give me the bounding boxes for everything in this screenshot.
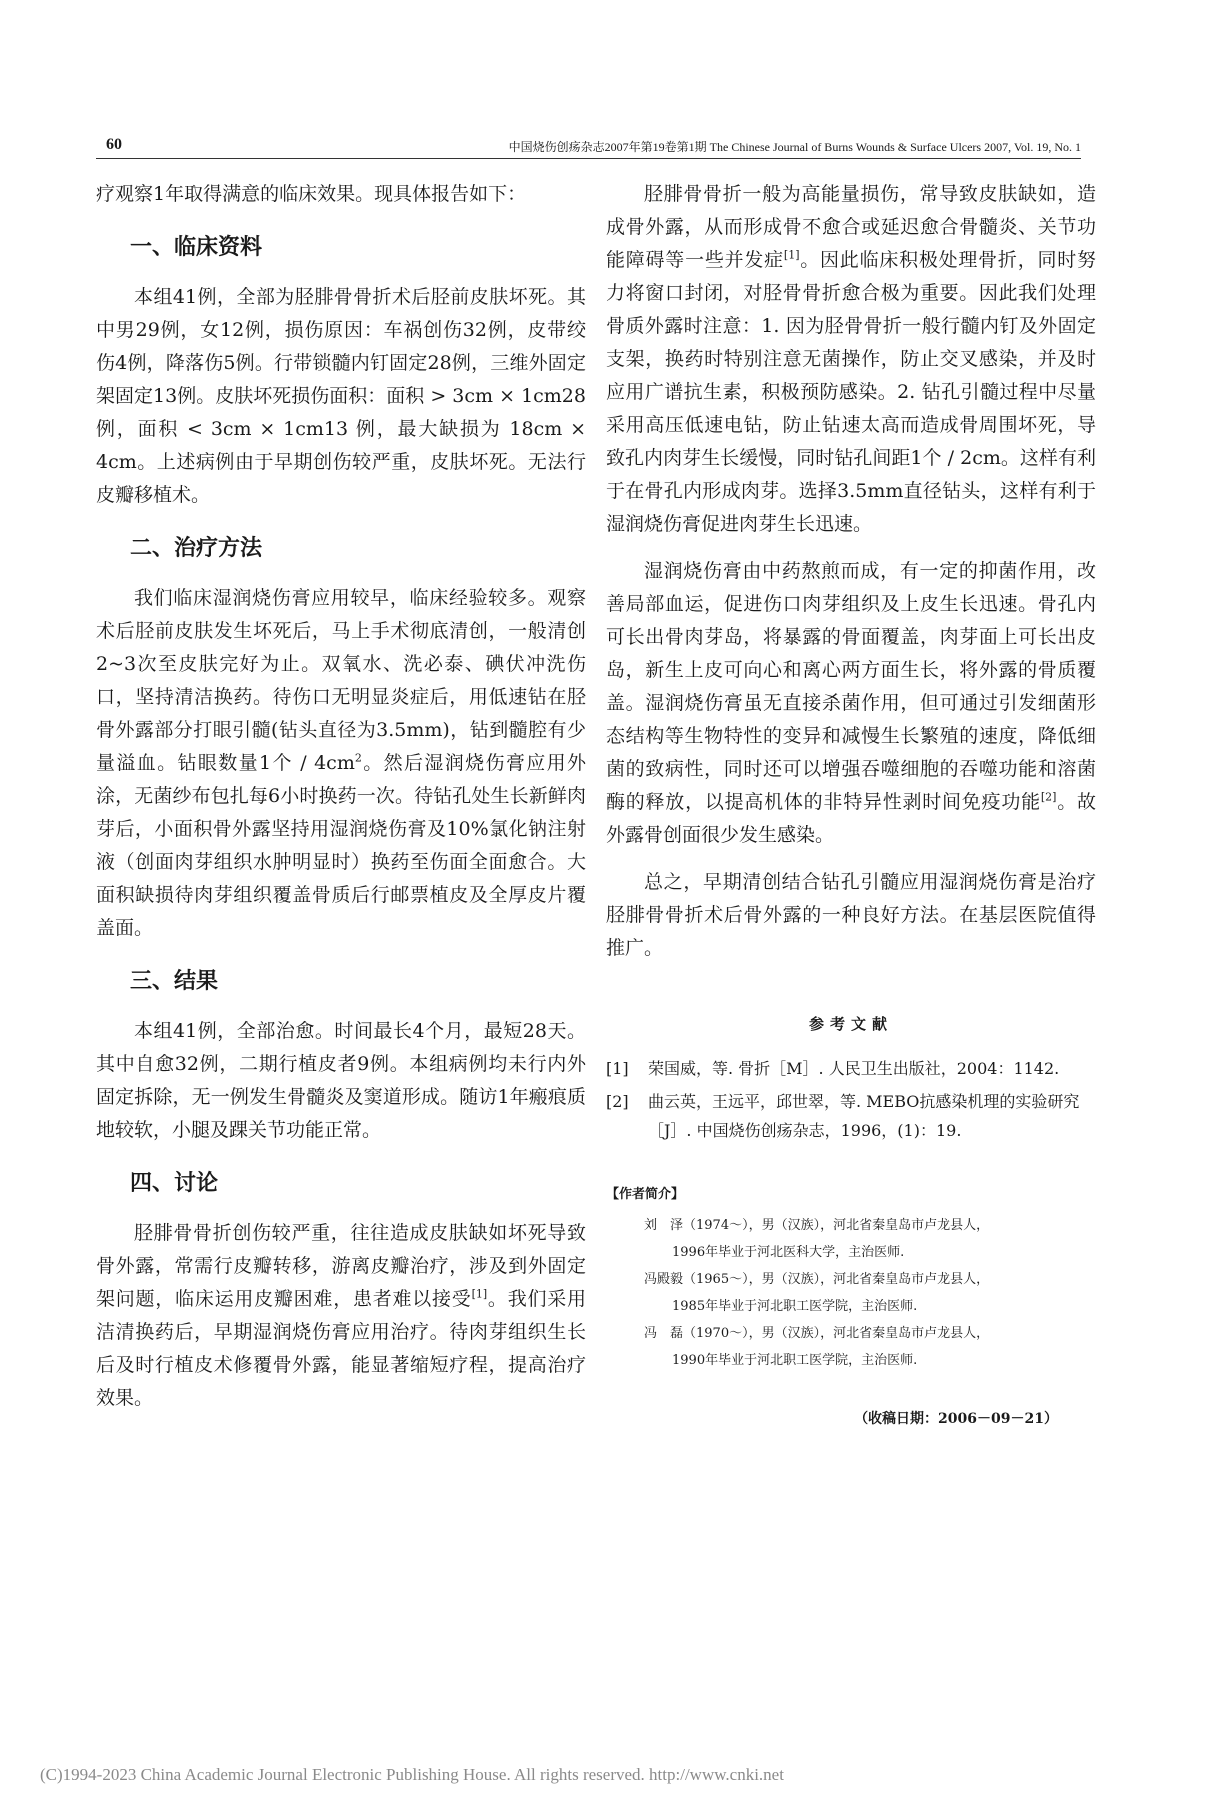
discussion-paragraph-2 <box>606 178 1096 541</box>
author-bio-line1: 冯 磊（1970～），男（汉族），河北省秦皇岛市卢龙县人， <box>644 1326 990 1341</box>
intro-paragraph: 疗观察1年取得满意的临床效果。现具体报告如下： <box>96 183 527 205</box>
discussion-text-b: 。我们采用洁清换药后，早期湿润烧伤膏应用治疗。待肉芽组织生长后及时行植皮术修覆骨外露，能显著缩短疗程，提高治疗效果。 <box>96 1288 586 1409</box>
treatment-paragraph <box>96 582 586 945</box>
treatment-text-a: 我们临床湿润烧伤膏应用较早，临床经验较多。观察术后胫前皮肤发生坏死后，马上手术彻底清创，一般清创2~3次至皮肤完好为止。双氧水、洗必泰、碘伏冲洗伤口，坚持清洁换药。待伤口无明显炎症后，用低速钻在胫骨外露部分打眼引髓(钻头直径为3.5mm)，钻到髓腔有少量溢血。钻眼数量1个 / 4cm <box>96 587 586 774</box>
reference-number: [2] <box>606 1092 629 1111</box>
discussion2-text-a: 胫腓骨骨折一般为高能量损伤，常导致皮肤缺如，造成骨外露，从而形成骨不愈合或延迟愈合骨髓炎、关节功能障碍等一些并发症 <box>606 183 1096 271</box>
treatment-text-b: 。然后湿润烧伤膏应用外涂，无菌纱布包扎每6小时换药一次。待钻孔处生长新鲜肉芽后，小面积骨外露坚持用湿润烧伤膏及10%氯化钠注射液（创面肉芽组织水肿明显时）换药至伤面全面愈合。大面积缺损待肉芽组织覆盖骨质后行邮票植皮及全厚皮片覆盖面。 <box>96 752 586 939</box>
received-date: （收稿日期：2006－09－21） <box>854 1411 1058 1427</box>
author-bios-title: 【作者简介】 <box>606 1187 685 1202</box>
author-bio-line2: 1990年毕业于河北职工医学院，主治医师. <box>672 1353 918 1368</box>
discussion-paragraph-3 <box>606 555 1096 852</box>
section-title-clinical-data: 一、临床资料 <box>130 235 263 260</box>
clinical-data-paragraph: 本组41例，全部为胫腓骨骨折术后胫前皮肤坏死。其中男29例，女12例，损伤原因：车祸创伤32例，皮带绞伤4例，降落伤5例。行带锁髓内钉固定28例，三维外固定架固定13例。皮肤坏死损伤面积：面积 > 3cm × 1cm28 例，面积 < 3cm × 1cm13 例，最大缺损为 18cm × 4cm。上述病例由于早期创伤较严重，皮肤坏死。无法行皮瓣移植术。 <box>96 286 586 506</box>
author-bio-line2: 1996年毕业于河北医科大学，主治医师. <box>672 1245 905 1260</box>
section-title-treatment: 二、治疗方法 <box>130 536 263 561</box>
reference-item <box>606 1054 1096 1083</box>
author-bio-line1: 冯殿毅（1965～），男（汉族），河北省秦皇岛市卢龙县人， <box>644 1272 990 1287</box>
reference-item <box>606 1087 1096 1145</box>
page-number: 60 <box>106 136 122 153</box>
citation-2: [2] <box>1040 790 1057 804</box>
left-column <box>96 178 586 1415</box>
author-bio-line2: 1985年毕业于河北职工医学院，主治医师. <box>672 1299 918 1314</box>
author-bios <box>606 1183 1096 1374</box>
discussion-paragraph <box>96 1217 586 1415</box>
reference-text: 荣国威，等. 骨折［M］. 人民卫生出版社，2004：1142. <box>648 1059 1060 1078</box>
author-bio <box>606 1266 1096 1320</box>
author-bio-line1: 刘 泽（1974～），男（汉族），河北省秦皇岛市卢龙县人， <box>644 1218 990 1233</box>
discussion3-text-a: 湿润烧伤膏由中药熬煎而成，有一定的抑菌作用，改善局部血运，促进伤口肉芽组织及上皮生长迅速。骨孔内可长出骨肉芽岛，将暴露的骨面覆盖，肉芽面上可长出皮岛，新生上皮可向心和离心两方面生长，将外露的骨质覆盖。湿润烧伤膏虽无直接杀菌作用，但可通过引发细菌形态结构等生物特性的变异和减慢生长繁殖的速度，降低细菌的致病性，同时还可以增强吞噬细胞的吞噬功能和溶菌酶的释放，以提高机体的非特异性剥时间免疫功能 <box>606 560 1096 813</box>
section-title-results: 三、结果 <box>130 969 219 994</box>
discussion3-text-b: 。故外露骨创面很少发生感染。 <box>606 791 1096 846</box>
conclusion-paragraph: 总之，早期清创结合钻孔引髓应用湿润烧伤膏是治疗胫腓骨骨折术后骨外露的一种良好方法。在基层医院值得推广。 <box>606 871 1096 959</box>
reference-number: [1] <box>606 1059 629 1078</box>
superscript: 2 <box>354 751 362 765</box>
section-title-discussion: 四、讨论 <box>130 1171 219 1196</box>
right-column <box>606 178 1096 1428</box>
author-bio <box>606 1212 1096 1266</box>
discussion-text-a: 胫腓骨骨折创伤较严重，往往造成皮肤缺如坏死导致骨外露，常需行皮瓣转移，游离皮瓣治疗，涉及到外固定架问题，临床运用皮瓣困难，患者难以接受 <box>96 1222 586 1310</box>
citation-1: [1] <box>783 248 800 262</box>
reference-text: 曲云英，王远平，邱世翠，等. MEBO抗感染机理的实验研究［J］. 中国烧伤创疡杂志，1996，(1)：19. <box>648 1092 1080 1140</box>
author-bio <box>606 1320 1096 1374</box>
results-paragraph: 本组41例，全部治愈。时间最长4个月，最短28天。其中自愈32例，二期行植皮者9例。本组病例均未行内外固定拆除，无一例发生骨髓炎及窦道形成。随访1年瘢痕质地较软，小腿及踝关节功能正常。 <box>96 1020 586 1141</box>
citation-1: [1] <box>471 1287 488 1301</box>
page-header <box>96 136 1081 159</box>
copyright-footer: (C)1994-2023 China Academic Journal Electronic Publishing House. All rights reserved. http://www.cnki.net <box>40 1765 784 1784</box>
references-title: 参考文献 <box>808 1015 893 1033</box>
journal-running-head: 中国烧伤创疡杂志2007年第19卷第1期 The Chinese Journal of Burns Wounds & Surface Ulcers 2007, Vol. 19, No. 1 <box>508 140 1081 154</box>
discussion2-text-b: 。因此临床积极处理骨折，同时努力将窗口封闭，对胫骨骨折愈合极为重要。因此我们处理骨质外露时注意：1. 因为胫骨骨折一般行髓内钉及外固定支架，换药时特别注意无菌操作，防止交叉感染，并及时应用广谱抗生素，积极预防感染。2. 钻孔引髓过程中尽量采用高压低速电钻，防止钻速太高而造成骨周围坏死，导致孔内肉芽生长缓慢，同时钻孔间距1个 / 2cm。这样有利于在骨孔内形成肉芽。选择3.5mm直径钻头，这样有利于湿润烧伤膏促进肉芽生长迅速。 <box>606 249 1096 535</box>
